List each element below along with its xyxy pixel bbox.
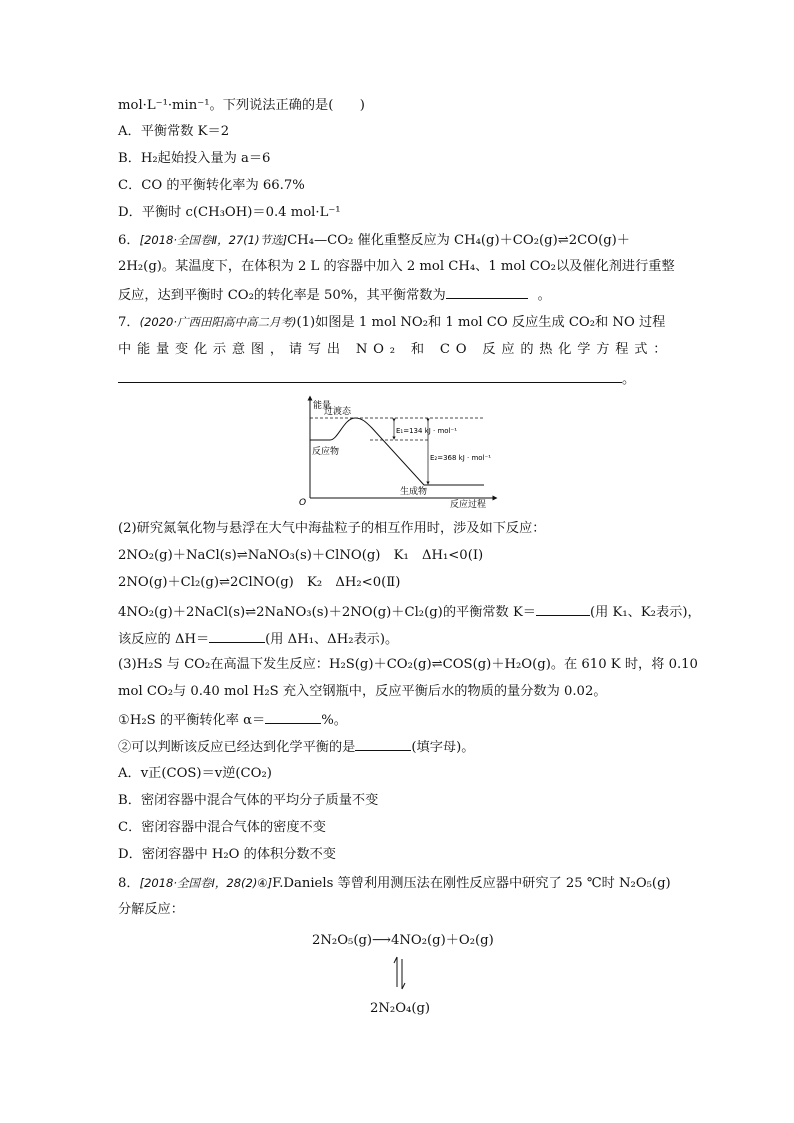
energy-diagram bbox=[300, 394, 500, 512]
reaction-3-end: (用 K₁、K₂表示)， bbox=[589, 605, 701, 620]
question-8-line-2: 分解反应： bbox=[118, 902, 184, 917]
reactant-label: 反应物 bbox=[312, 447, 340, 457]
y-axis-label: 能量 bbox=[313, 401, 332, 411]
question-7-line-2: 中能量变化示意图，请写出 NO₂ 和 CO 反应的热化学方程式： bbox=[118, 342, 673, 357]
question-6-text: CH₄—CO₂ 催化重整反应为 CH₄(g)＋CO₂(g)⇌2CO(g)＋ bbox=[287, 233, 630, 248]
question-6-line-1 bbox=[118, 231, 630, 250]
scheme-top-equation: 2N₂O₅(g)⟶4NO₂(g)＋O₂(g) bbox=[312, 933, 494, 948]
question-7-3-c-line bbox=[118, 710, 347, 730]
answer-blank-alpha[interactable] bbox=[265, 710, 321, 724]
question-7-3-d-end: (填字母)。 bbox=[411, 740, 475, 755]
ts-label: 过渡态 bbox=[324, 407, 352, 417]
decomposition-scheme bbox=[290, 925, 510, 1025]
reaction-4-end: (用 ΔH₁、ΔH₂表示)。 bbox=[265, 632, 399, 647]
question-7-text: (1)如图是 1 mol NO₂和 1 mol CO 反应生成 CO₂和 NO 过程 bbox=[296, 315, 666, 330]
question-8-text: F.Daniels 等曾利用测压法在刚性反应器中研究了 25 ℃时 N₂O₅(g) bbox=[272, 876, 671, 891]
answer-blank-q6[interactable] bbox=[446, 285, 528, 299]
question-8-line-1 bbox=[118, 874, 671, 893]
question-6-end: 。 bbox=[537, 288, 551, 303]
question-7-3-c-end: %。 bbox=[321, 713, 347, 728]
question-7-line-3 bbox=[118, 369, 635, 389]
question-6-line-2: 2H₂(g)。某温度下，在体积为 2 L 的容器中加入 2 mol CH₄、1 mol CO₂以及催化剂进行重整 bbox=[118, 259, 675, 274]
question-7-3-line-2: mol CO₂与 0.40 mol H₂S 充入空钢瓶中，反应平衡后水的物质的量分数为 0.02。 bbox=[118, 684, 607, 699]
reaction-2: 2NO(g)＋Cl₂(g)⇌2ClNO(g) K₂ ΔH₂<0(Ⅱ) bbox=[118, 575, 401, 590]
question-stem-tail: mol·L⁻¹·min⁻¹。下列说法正确的是( ) bbox=[118, 98, 365, 113]
answer-blank-thermo-equation[interactable] bbox=[118, 369, 622, 383]
choice-d: D．密闭容器中 H₂O 的体积分数不变 bbox=[118, 847, 336, 862]
question-7-line-1 bbox=[118, 313, 665, 332]
choice-a: A．v正(COS)＝v逆(CO₂) bbox=[118, 766, 272, 781]
option-c: C．CO 的平衡转化率为 66.7% bbox=[118, 178, 305, 193]
question-6-text-3: 反应，达到平衡时 CO₂的转化率是 50%，其平衡常数为 bbox=[118, 288, 446, 303]
answer-blank-choice[interactable] bbox=[355, 737, 411, 751]
scheme-bottom-equation: 2N₂O₄(g) bbox=[370, 1001, 431, 1016]
answer-blank-dh[interactable] bbox=[209, 629, 265, 643]
reaction-1: 2NO₂(g)＋NaCl(s)⇌NaNO₃(s)＋ClNO(g) K₁ ΔH₁<0(Ⅰ) bbox=[118, 548, 484, 563]
reaction-4: 该反应的 ΔH＝ bbox=[118, 632, 210, 647]
question-6-source: [2018·全国卷Ⅱ，27(1)节选] bbox=[139, 233, 288, 247]
question-7-source: (2020·广西田阳高中高二月考) bbox=[139, 315, 297, 329]
option-d: D．平衡时 c(CH₃OH)＝0.4 mol·L⁻¹ bbox=[118, 205, 341, 220]
product-label: 生成物 bbox=[400, 487, 428, 497]
reaction-4-line bbox=[118, 629, 398, 649]
question-7-3-d-line bbox=[118, 737, 474, 757]
choice-c: C．密闭容器中混合气体的密度不变 bbox=[118, 820, 326, 835]
question-7-3-d: ②可以判断该反应已经达到化学平衡的是 bbox=[118, 740, 356, 755]
question-7-2-intro: (2)研究氮氧化物与悬浮在大气中海盐粒子的相互作用时，涉及如下反应： bbox=[118, 521, 546, 536]
question-7-3-line-1: (3)H₂S 与 CO₂在高温下发生反应：H₂S(g)＋CO₂(g)⇌COS(g)＋H₂O(g)。在 610 K 时，将 0.10 bbox=[118, 657, 698, 672]
reaction-3: 4NO₂(g)＋2NaCl(s)⇌2NaNO₃(s)＋2NO(g)＋Cl₂(g)的平衡常数 K＝ bbox=[118, 605, 536, 620]
option-b: B．H₂起始投入量为 a＝6 bbox=[118, 151, 271, 166]
e1-label: E₁=134 kJ · mol⁻¹ bbox=[396, 427, 458, 435]
answer-blank-k[interactable] bbox=[536, 602, 590, 616]
question-7-number: 7． bbox=[118, 315, 140, 330]
origin-label: O bbox=[299, 498, 307, 508]
question-6-number: 6． bbox=[118, 233, 140, 248]
reaction-3-line bbox=[118, 602, 701, 622]
option-a: A．平衡常数 K＝2 bbox=[118, 124, 230, 139]
question-8-source: [2018·全国卷Ⅰ，28(2)④] bbox=[139, 876, 273, 890]
question-8-number: 8． bbox=[118, 876, 140, 891]
equilibrium-arrows bbox=[390, 955, 410, 991]
question-7-end: 。 bbox=[622, 372, 636, 387]
question-6-line-3 bbox=[118, 285, 551, 305]
question-7-3-c: ①H₂S 的平衡转化率 α＝ bbox=[118, 713, 266, 728]
e2-label: E₂=368 kJ · mol⁻¹ bbox=[430, 454, 492, 462]
x-axis-label: 反应过程 bbox=[450, 500, 487, 510]
choice-b: B．密闭容器中混合气体的平均分子质量不变 bbox=[118, 793, 379, 808]
